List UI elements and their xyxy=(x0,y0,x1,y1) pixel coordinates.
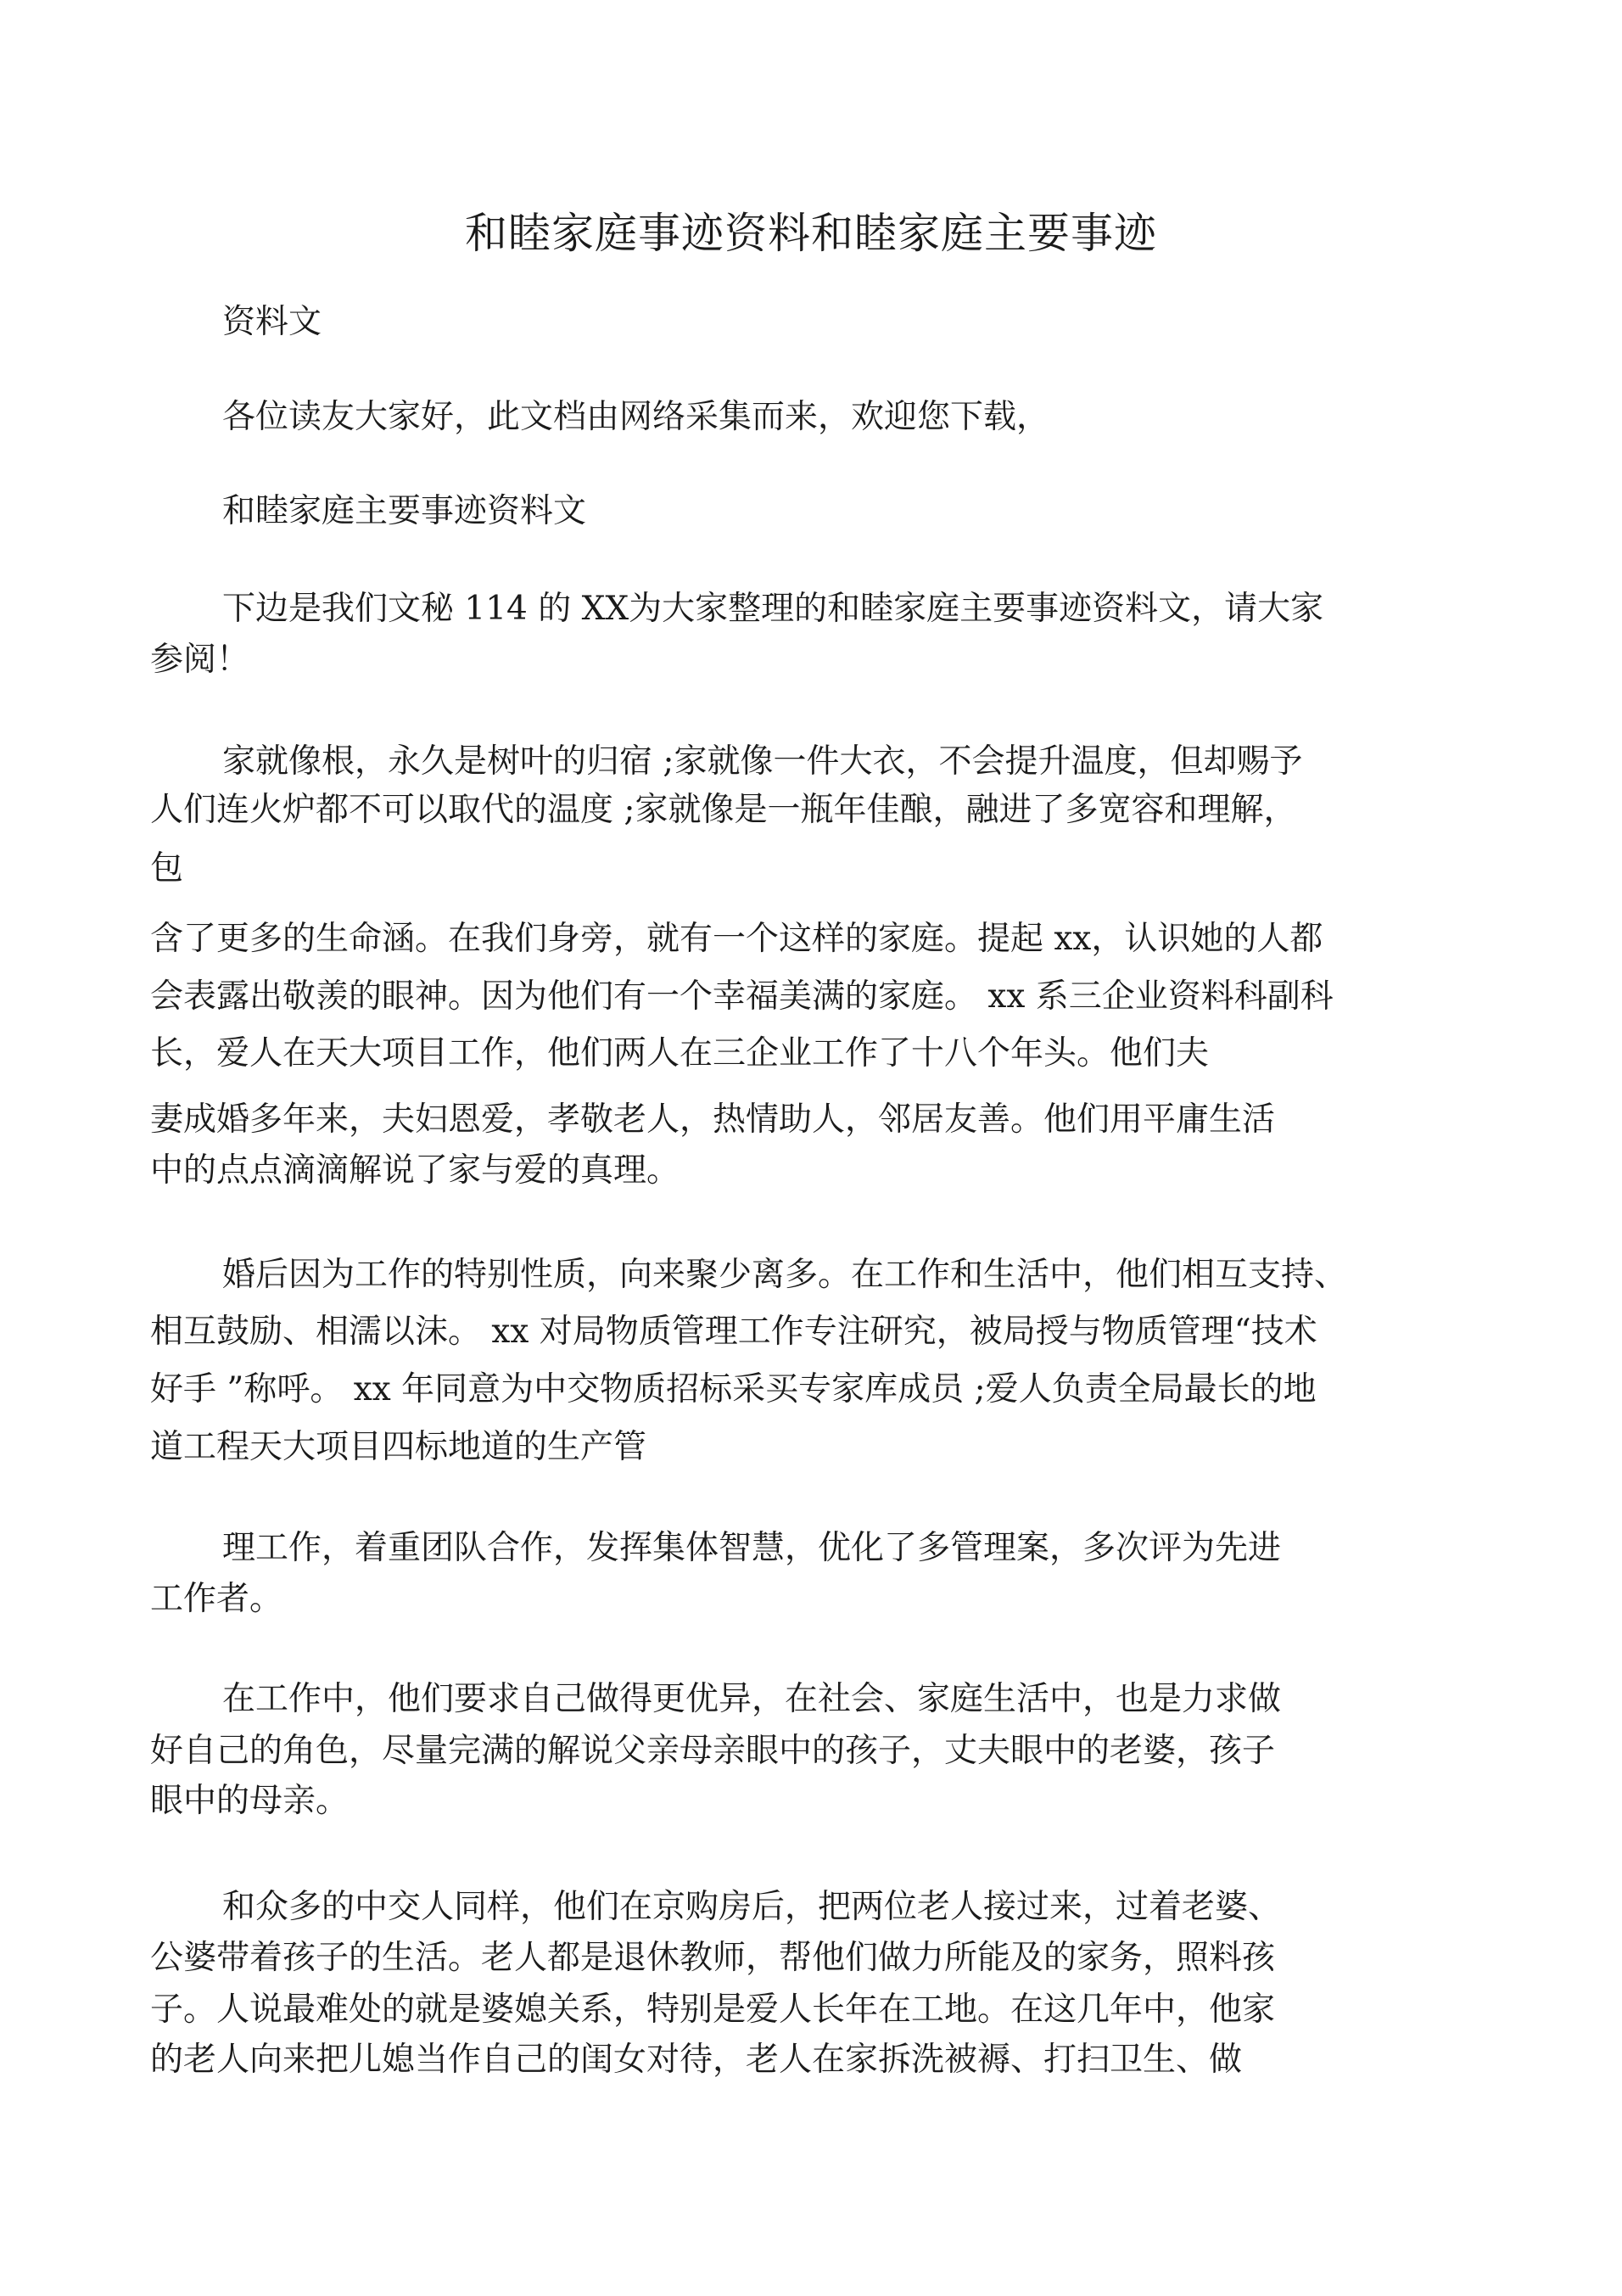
text-line: 中的点点滴滴解说了家与爱的真理。 xyxy=(150,1151,680,1190)
text-line: 婚后因为工作的特别性质，向来聚少离多。在工作和生活中，他们相互支持、 xyxy=(222,1256,1348,1294)
text-line: 妻成婚多年来，夫妇恩爱，孝敬老人，热情助人，邻居友善。他们用平庸生活 xyxy=(150,1100,1276,1139)
text-line: 和睦家庭主要事迹资料文 xyxy=(222,492,587,530)
text-line: 工作者。 xyxy=(150,1580,283,1618)
text-line: 子。人说最难处的就是婆媳关系，特别是爱人长年在工地。在这几年中，他家 xyxy=(150,1991,1276,2029)
text-line: 各位读友大家好，此文档由网络采集而来，欢迎您下载， xyxy=(222,398,1050,436)
text-line: 公婆带着孩子的生活。老人都是退休教师，帮他们做力所能及的家务，照料孩 xyxy=(150,1939,1276,1977)
document-title: 和睦家庭事迹资料和睦家庭主要事迹 xyxy=(465,209,1157,258)
text-line: 在工作中，他们要求自己做得更优异，在社会、家庭生活中，也是力求做 xyxy=(222,1680,1282,1718)
text-line: 好手 ”称呼。 xx 年同意为中交物质招标采买专家库成员 ;爱人负责全局最长的地 xyxy=(150,1370,1317,1408)
text-line: 理工作，着重团队合作，发挥集体智慧，优化了多管理案，多次评为先进 xyxy=(222,1529,1282,1567)
text-line: 相互鼓励、相濡以沫。 xx 对局物质管理工作专注研究，被局授与物质管理“技术 xyxy=(150,1313,1317,1351)
text-line: 长，爱人在天大项目工作，他们两人在三企业工作了十八个年头。他们夫 xyxy=(150,1034,1210,1072)
text-line: 人们连火炉都不可以取代的温度 ;家就像是一瓶年佳酿，融进了多宽容和理解， xyxy=(150,791,1297,829)
text-line: 和众多的中交人同样，他们在京购房后，把两位老人接过来，过着老婆、 xyxy=(222,1888,1282,1926)
text-line: 资料文 xyxy=(222,303,322,341)
text-line: 包 xyxy=(150,849,184,888)
text-line: 道工程天大项目四标地道的生产管 xyxy=(150,1428,647,1466)
text-line: 的老人向来把儿媳当作自己的闺女对待，老人在家拆洗被褥、打扫卫生、做 xyxy=(150,2041,1243,2079)
text-line: 好自己的角色，尽量完满的解说父亲母亲眼中的孩子，丈夫眼中的老婆，孩子 xyxy=(150,1732,1276,1770)
text-line: 含了更多的生命涵。在我们身旁，就有一个这样的家庭。提起 xx，认识她的人都 xyxy=(150,920,1323,958)
text-line: 眼中的母亲。 xyxy=(150,1782,350,1820)
text-line: 家就像根，永久是树叶的归宿 ;家就像一件大衣，不会提升温度，但却赐予 xyxy=(222,742,1303,781)
text-line: 会表露出敬羡的眼神。因为他们有一个幸福美满的家庭。 xx 系三企业资料科副科 xyxy=(150,977,1334,1016)
text-line: 下边是我们文秘 114 的 XX为大家整理的和睦家庭主要事迹资料文，请大家 xyxy=(222,590,1324,628)
text-line: 参阅！ xyxy=(150,641,250,679)
